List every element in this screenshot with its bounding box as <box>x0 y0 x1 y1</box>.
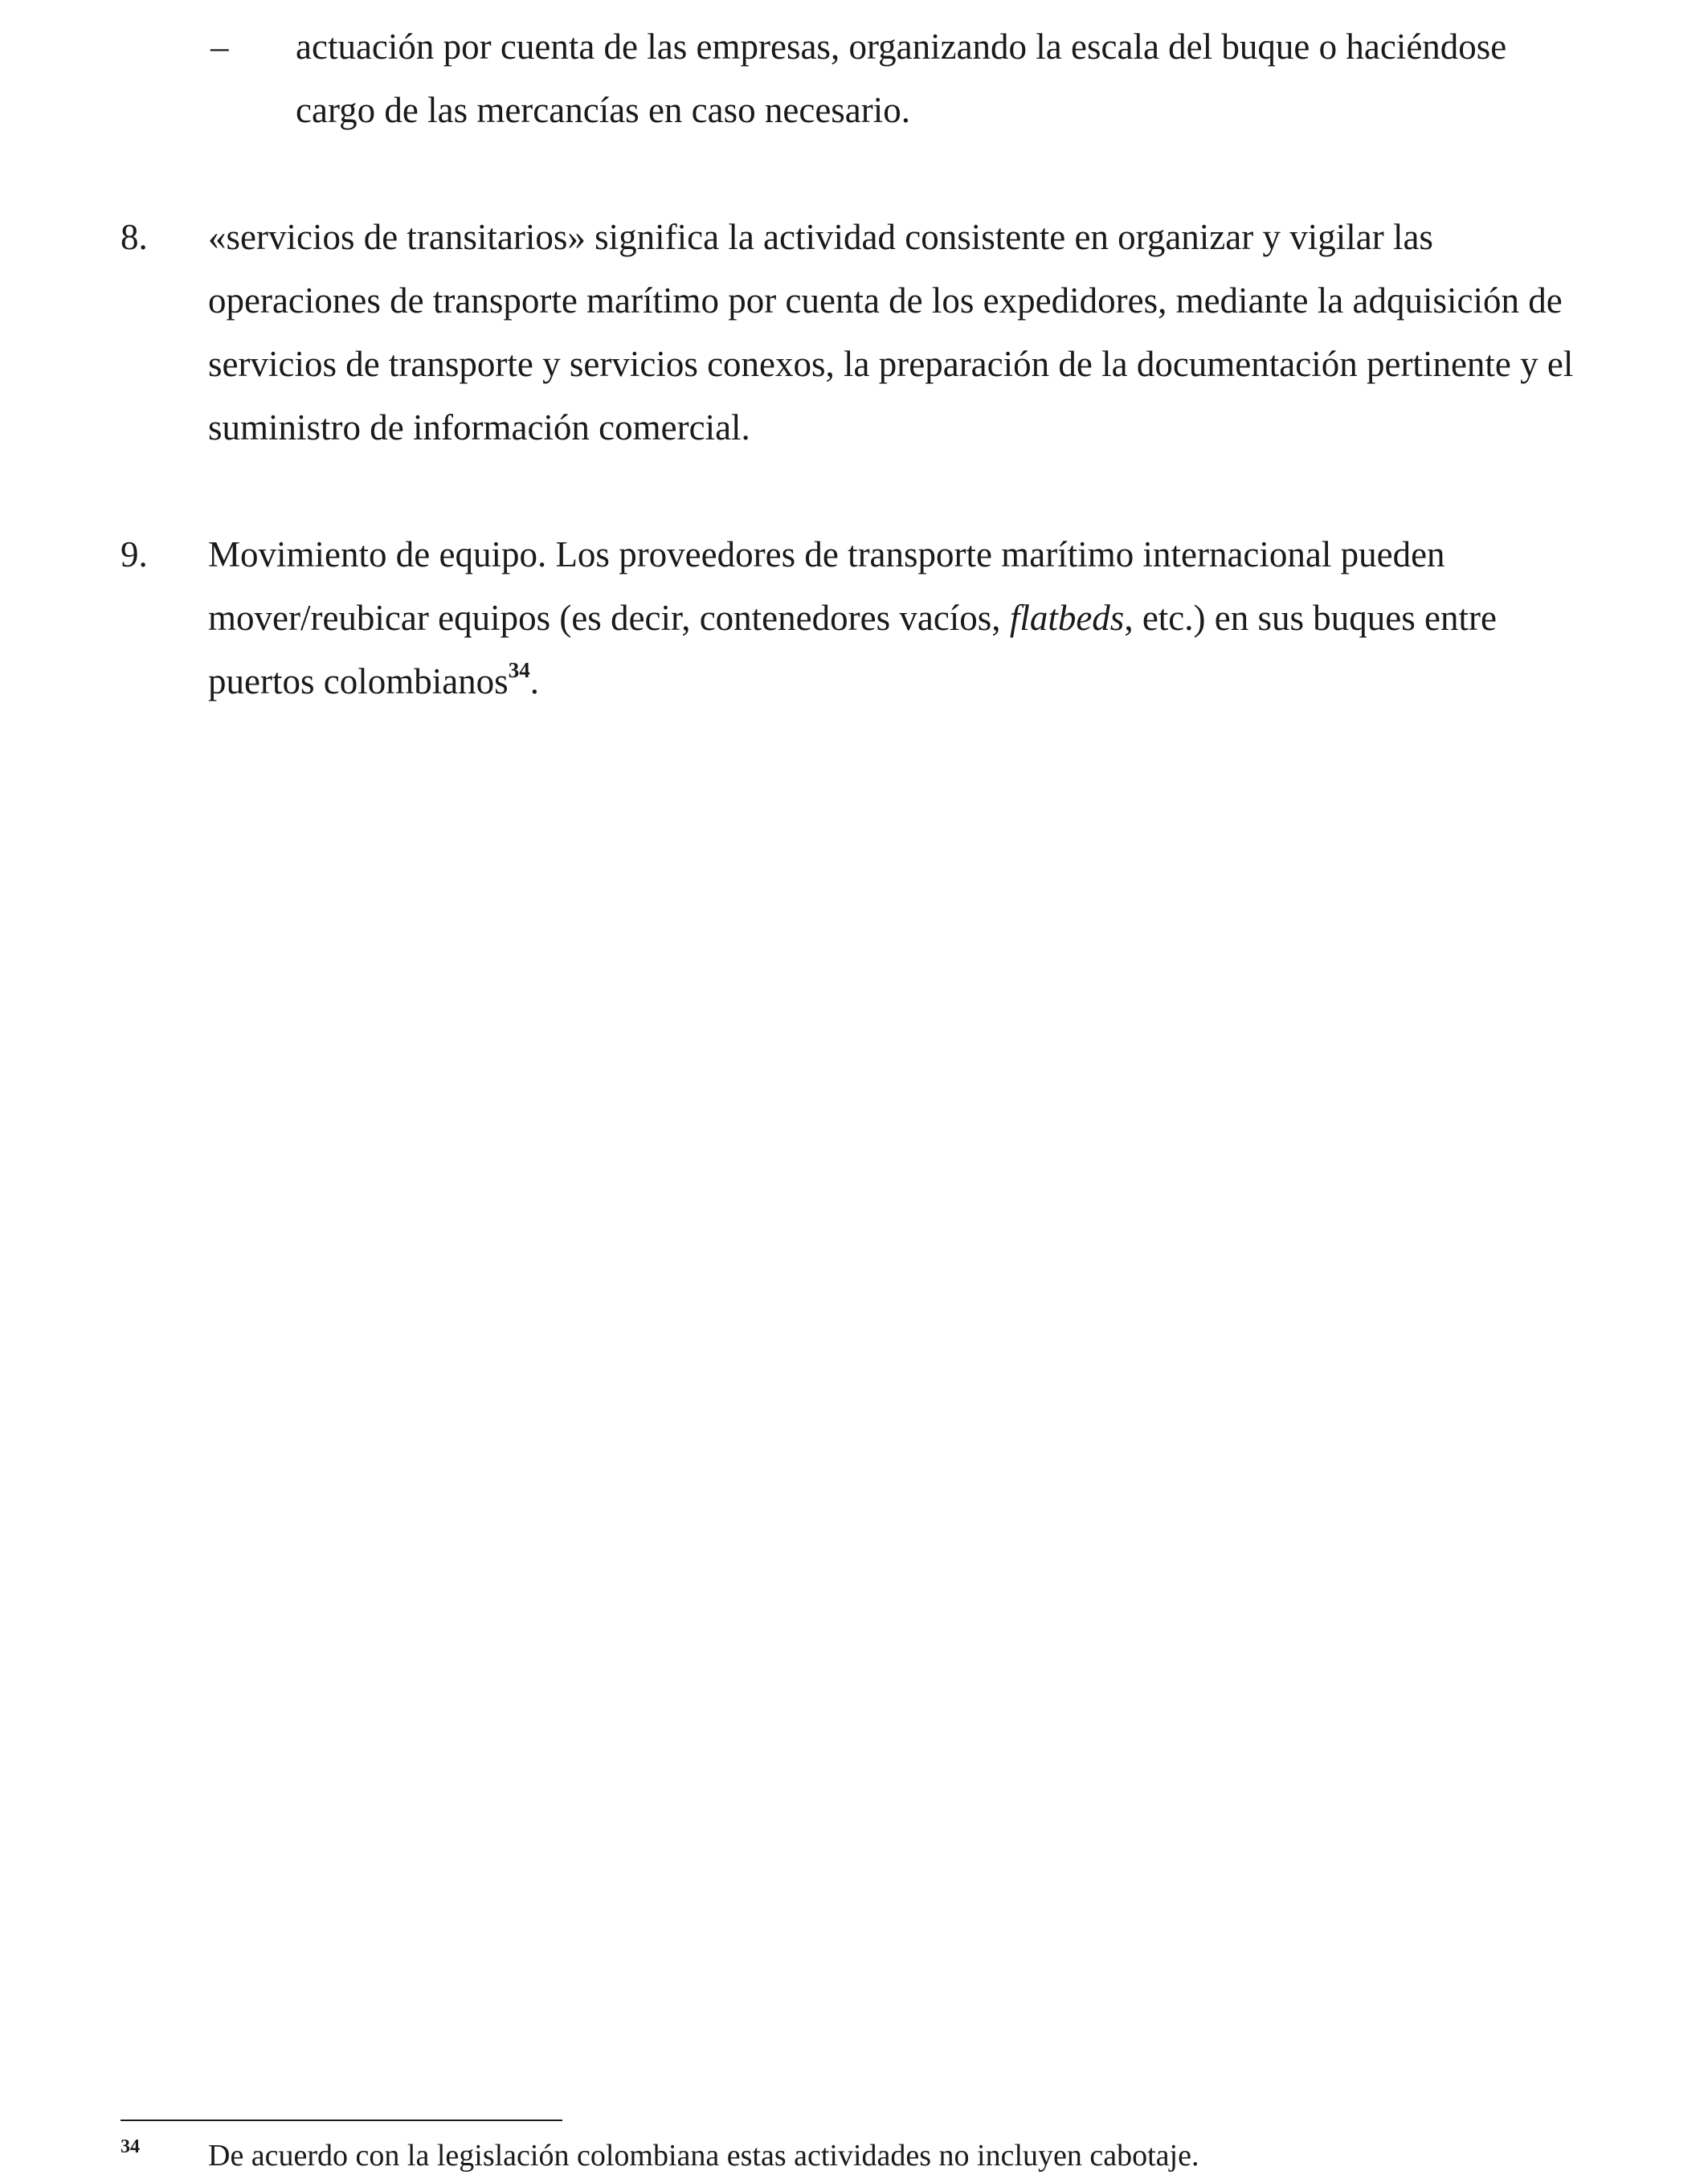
item-8-line-4: suministro de información comercial. <box>208 407 750 448</box>
item-9-line-3 <box>208 658 539 701</box>
item-9-line-2-before: mover/reubicar equipos (es decir, contenedores vacíos, <box>208 598 1010 638</box>
item-9-number: 9. <box>121 534 148 574</box>
item-9-line-2 <box>208 600 1497 636</box>
item-9-line-3-text: puertos colombianos <box>208 661 509 701</box>
footnote-separator <box>121 2120 562 2121</box>
item-8-number: 8. <box>121 217 148 257</box>
item-9-italic-term: flatbeds <box>1009 598 1125 638</box>
item-9-line-2-after: , etc.) en sus buques entre <box>1124 598 1497 638</box>
bullet-text-line-1: actuación por cuenta de las empresas, organizando la escala del buque o haciéndose <box>296 27 1507 67</box>
footnote-mark: 34 <box>121 2136 140 2157</box>
footnote-reference-34[interactable]: 34 <box>508 658 530 682</box>
footnote-text: De acuerdo con la legislación colombiana estas actividades no incluyen cabotaje. <box>208 2139 1199 2173</box>
item-8-line-3: servicios de transporte y servicios conexos, la preparación de la documentación pertinente y el <box>208 344 1574 384</box>
item-9-line-1: Movimiento de equipo. Los proveedores de transporte marítimo internacional pueden <box>208 534 1445 574</box>
bullet-text-line-2: cargo de las mercancías en caso necesario. <box>296 90 911 130</box>
bullet-dash: – <box>210 27 229 67</box>
item-9-line-3-end: . <box>529 661 539 701</box>
item-8-line-2: operaciones de transporte marítimo por cuenta de los expedidores, mediante la adquisición de <box>208 280 1563 321</box>
item-8-line-1: «servicios de transitarios» significa la actividad consistente en organizar y vigilar las <box>208 217 1433 257</box>
